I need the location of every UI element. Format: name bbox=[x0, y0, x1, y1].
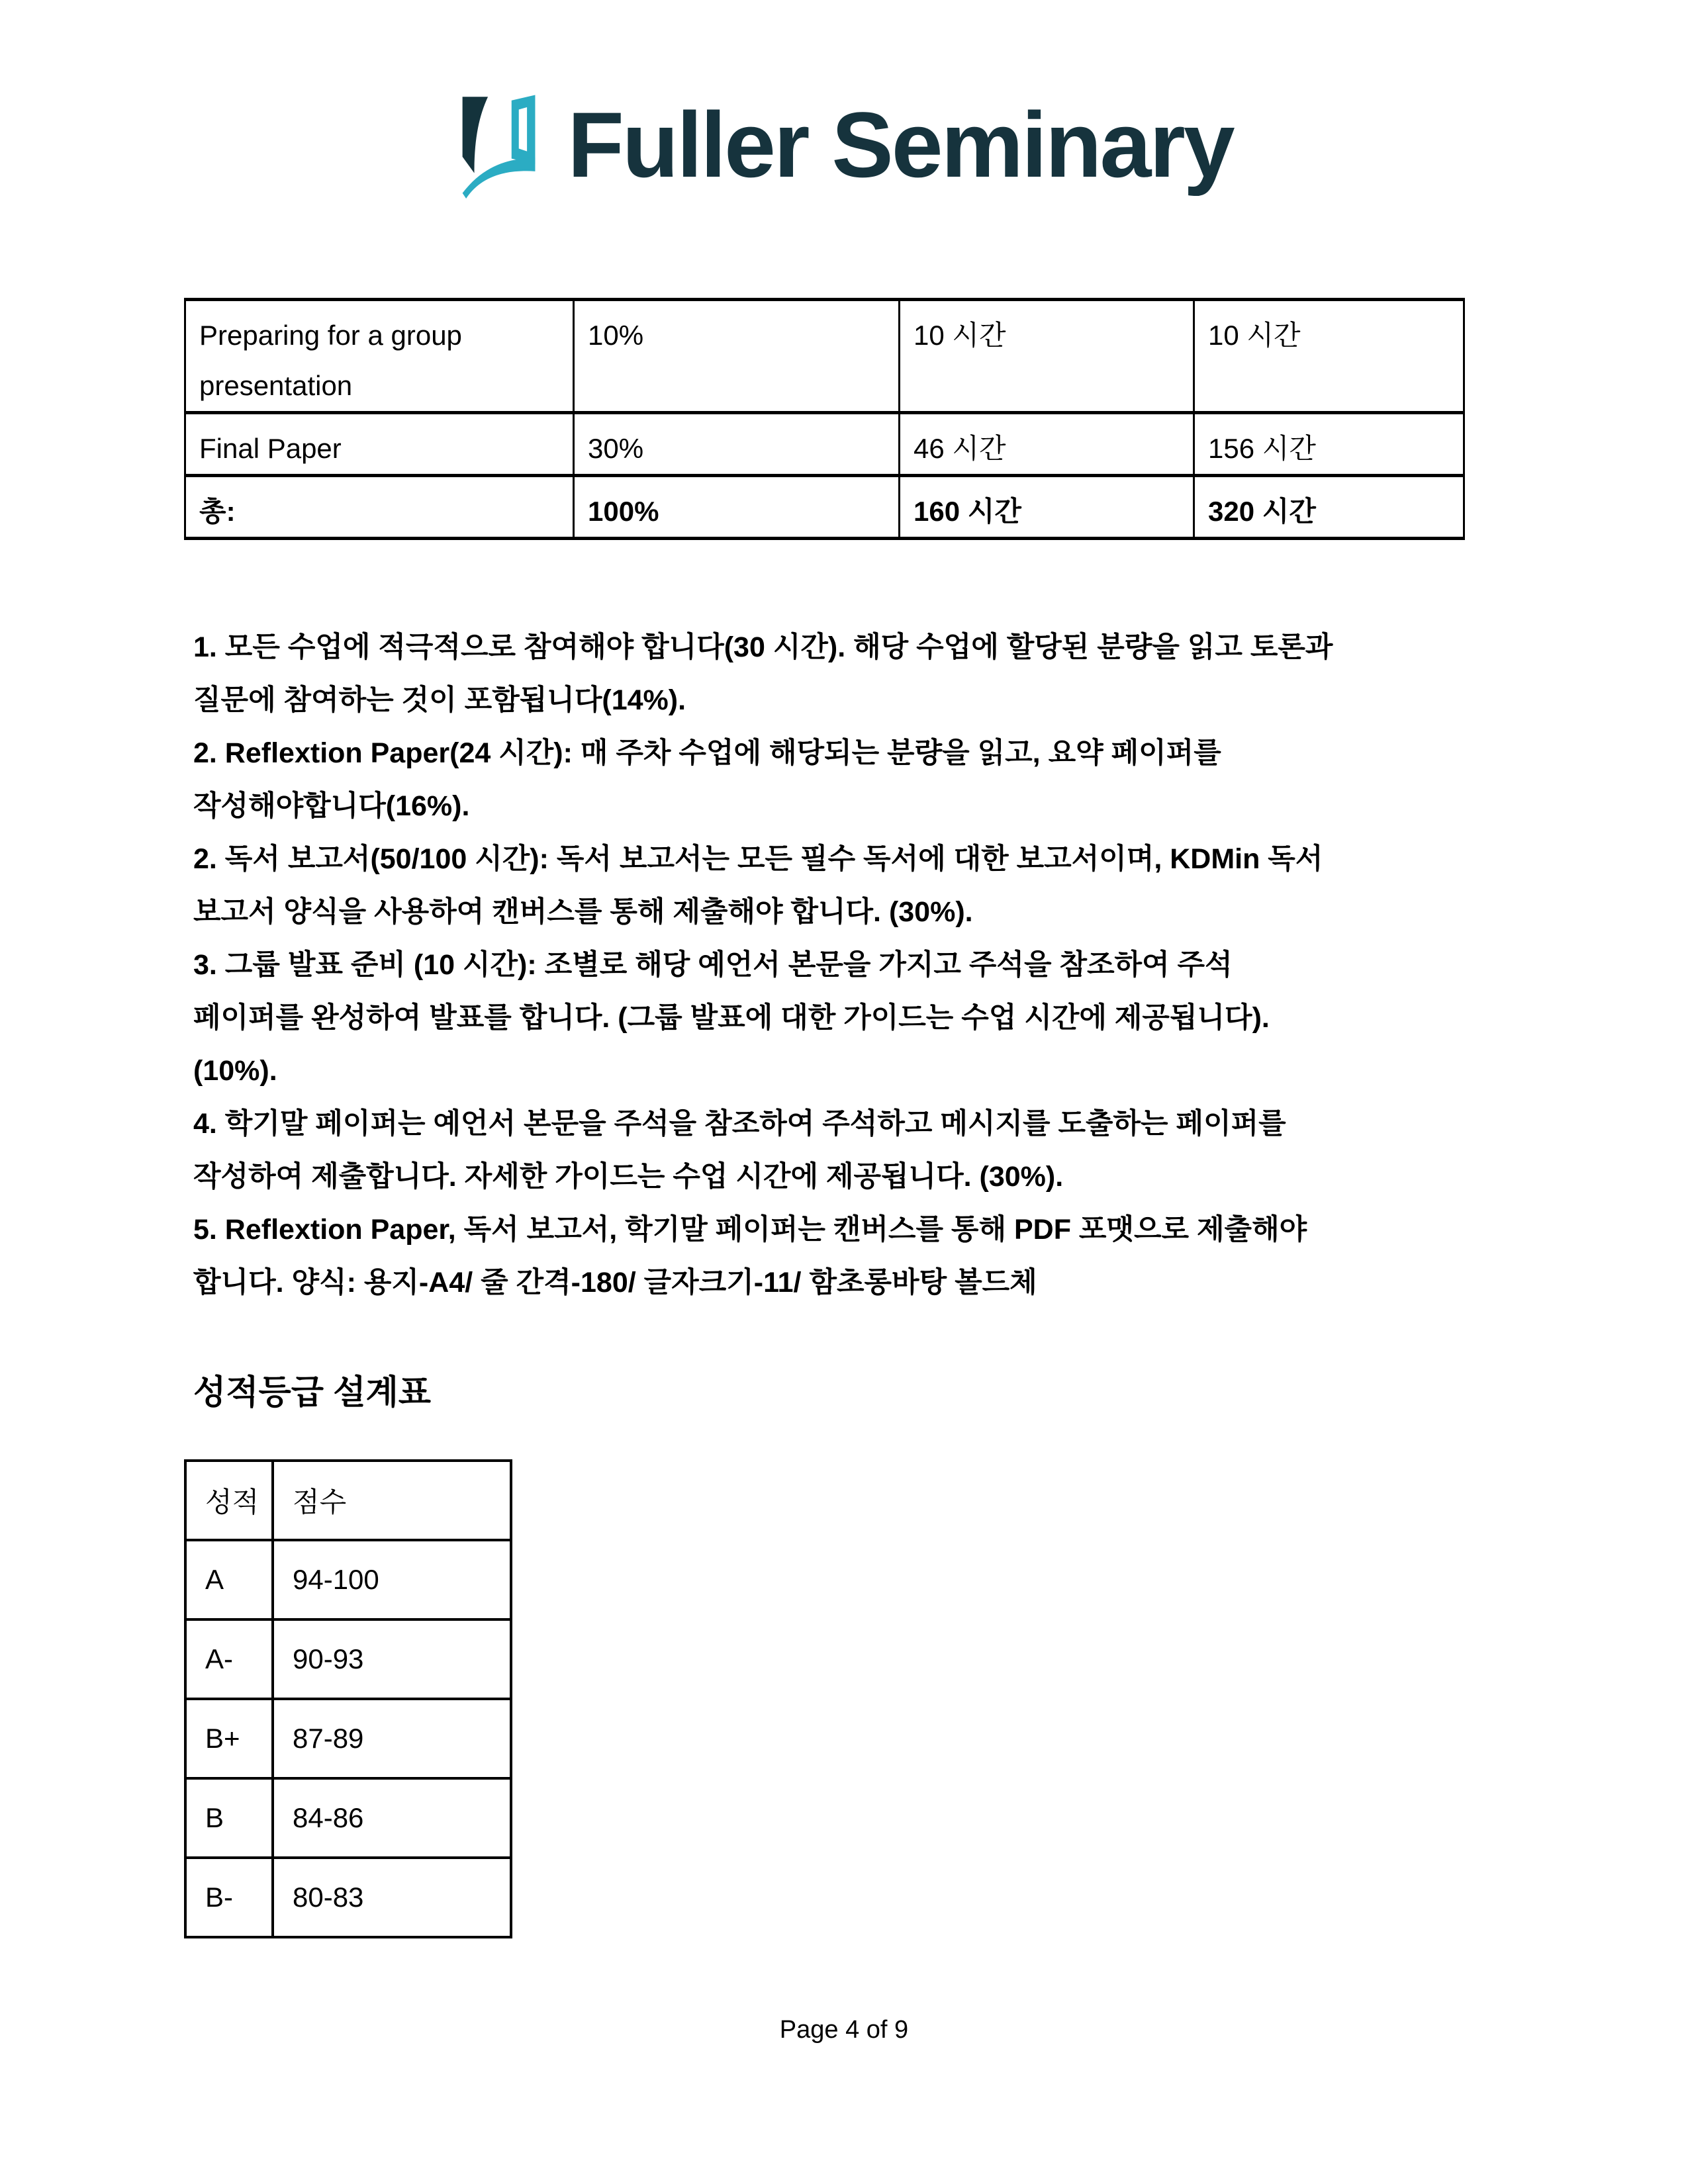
cell-grade: A- bbox=[185, 1619, 273, 1699]
page-number: Page 4 of 9 bbox=[779, 2016, 909, 2044]
logo-wordmark: Fuller Seminary bbox=[567, 93, 1233, 197]
table-header-row bbox=[185, 1461, 511, 1540]
text-line: 1. 모든 수업에 적극적으로 참여해야 합니다(30 시간). 해당 수업에 할당된 분량을 읽고 토론과 bbox=[193, 631, 1333, 663]
text-line: 2. Reflextion Paper(24 시간): 매 주차 수업에 해당되는 분량을 읽고, 요약 페이퍼를 bbox=[193, 737, 1221, 769]
table-row bbox=[185, 1778, 511, 1858]
cell-score: 90-93 bbox=[273, 1619, 511, 1699]
text-line: 작성해야합니다(16%). bbox=[193, 790, 470, 822]
cell-hours-2: 10 시간 bbox=[1194, 300, 1464, 413]
text-line: 3. 그룹 발표 준비 (10 시간): 조별로 해당 예언서 본문을 가지고 주석을 참조하여 주석 bbox=[193, 949, 1233, 981]
table-row bbox=[185, 300, 1464, 413]
text-line: 5. Reflextion Paper, 독서 보고서, 학기말 페이퍼는 캔버스를 통해 PDF 포맷으로 제출해야 bbox=[193, 1214, 1307, 1246]
cell-score: 87-89 bbox=[273, 1699, 511, 1778]
text-line: 4. 학기말 페이퍼는 예언서 본문을 주석을 참조하여 주석하고 메시지를 도출하는 페이퍼를 bbox=[193, 1108, 1286, 1140]
text-line: 페이퍼를 완성하여 발표를 합니다. (그룹 발표에 대한 가이드는 수업 시간에 제공됩니다). bbox=[193, 1002, 1270, 1034]
cell-grade: A bbox=[185, 1540, 273, 1619]
cell-score: 80-83 bbox=[273, 1858, 511, 1937]
open-book-icon bbox=[455, 91, 546, 199]
workload-table bbox=[184, 298, 1465, 540]
table-row bbox=[185, 1699, 511, 1778]
cell-hours-1: 10 시간 bbox=[900, 300, 1194, 413]
text-line: 보고서 양식을 사용하여 캔버스를 통해 제출해야 합니다. (30%). bbox=[193, 896, 973, 928]
text-line: (10%). bbox=[193, 1055, 277, 1087]
table-row bbox=[185, 1540, 511, 1619]
table-row-total bbox=[185, 476, 1464, 539]
header-grade: 성적 bbox=[185, 1461, 273, 1540]
cell-score: 84-86 bbox=[273, 1778, 511, 1858]
cell-activity: Preparing for a group presentation bbox=[185, 300, 574, 413]
cell-hours-2: 320 시간 bbox=[1194, 476, 1464, 539]
cell-grade: B+ bbox=[185, 1699, 273, 1778]
cell-hours-2: 156 시간 bbox=[1194, 413, 1464, 476]
cell-score: 94-100 bbox=[273, 1540, 511, 1619]
text-line: 질문에 참여하는 것이 포함됩니다(14%). bbox=[193, 684, 686, 716]
cell-grade: B bbox=[185, 1778, 273, 1858]
text-line: 작성하여 제출합니다. 자세한 가이드는 수업 시간에 제공됩니다. (30%). bbox=[193, 1161, 1064, 1193]
header-score: 점수 bbox=[273, 1461, 511, 1540]
cell-grade: B- bbox=[185, 1858, 273, 1937]
course-requirements-text bbox=[193, 621, 1451, 1309]
cell-hours-1: 46 시간 bbox=[900, 413, 1194, 476]
cell-percent: 10% bbox=[574, 300, 900, 413]
fuller-seminary-logo bbox=[455, 91, 1233, 199]
text-line: 2. 독서 보고서(50/100 시간): 독서 보고서는 모든 필수 독서에 대한 보고서이며, KDMin 독서 bbox=[193, 843, 1323, 875]
cell-percent: 30% bbox=[574, 413, 900, 476]
cell-activity: Final Paper bbox=[185, 413, 574, 476]
table-row bbox=[185, 413, 1464, 476]
table-row bbox=[185, 1619, 511, 1699]
grade-scale-table bbox=[184, 1459, 512, 1938]
cell-activity: 총: bbox=[185, 476, 574, 539]
grade-scale-heading: 성적등급 설계표 bbox=[193, 1373, 432, 1411]
table-row bbox=[185, 1858, 511, 1937]
cell-percent: 100% bbox=[574, 476, 900, 539]
text-line: 합니다. 양식: 용지-A4/ 줄 간격-180/ 글자크기-11/ 함초롱바탕 볼드체 bbox=[193, 1267, 1037, 1298]
cell-hours-1: 160 시간 bbox=[900, 476, 1194, 539]
